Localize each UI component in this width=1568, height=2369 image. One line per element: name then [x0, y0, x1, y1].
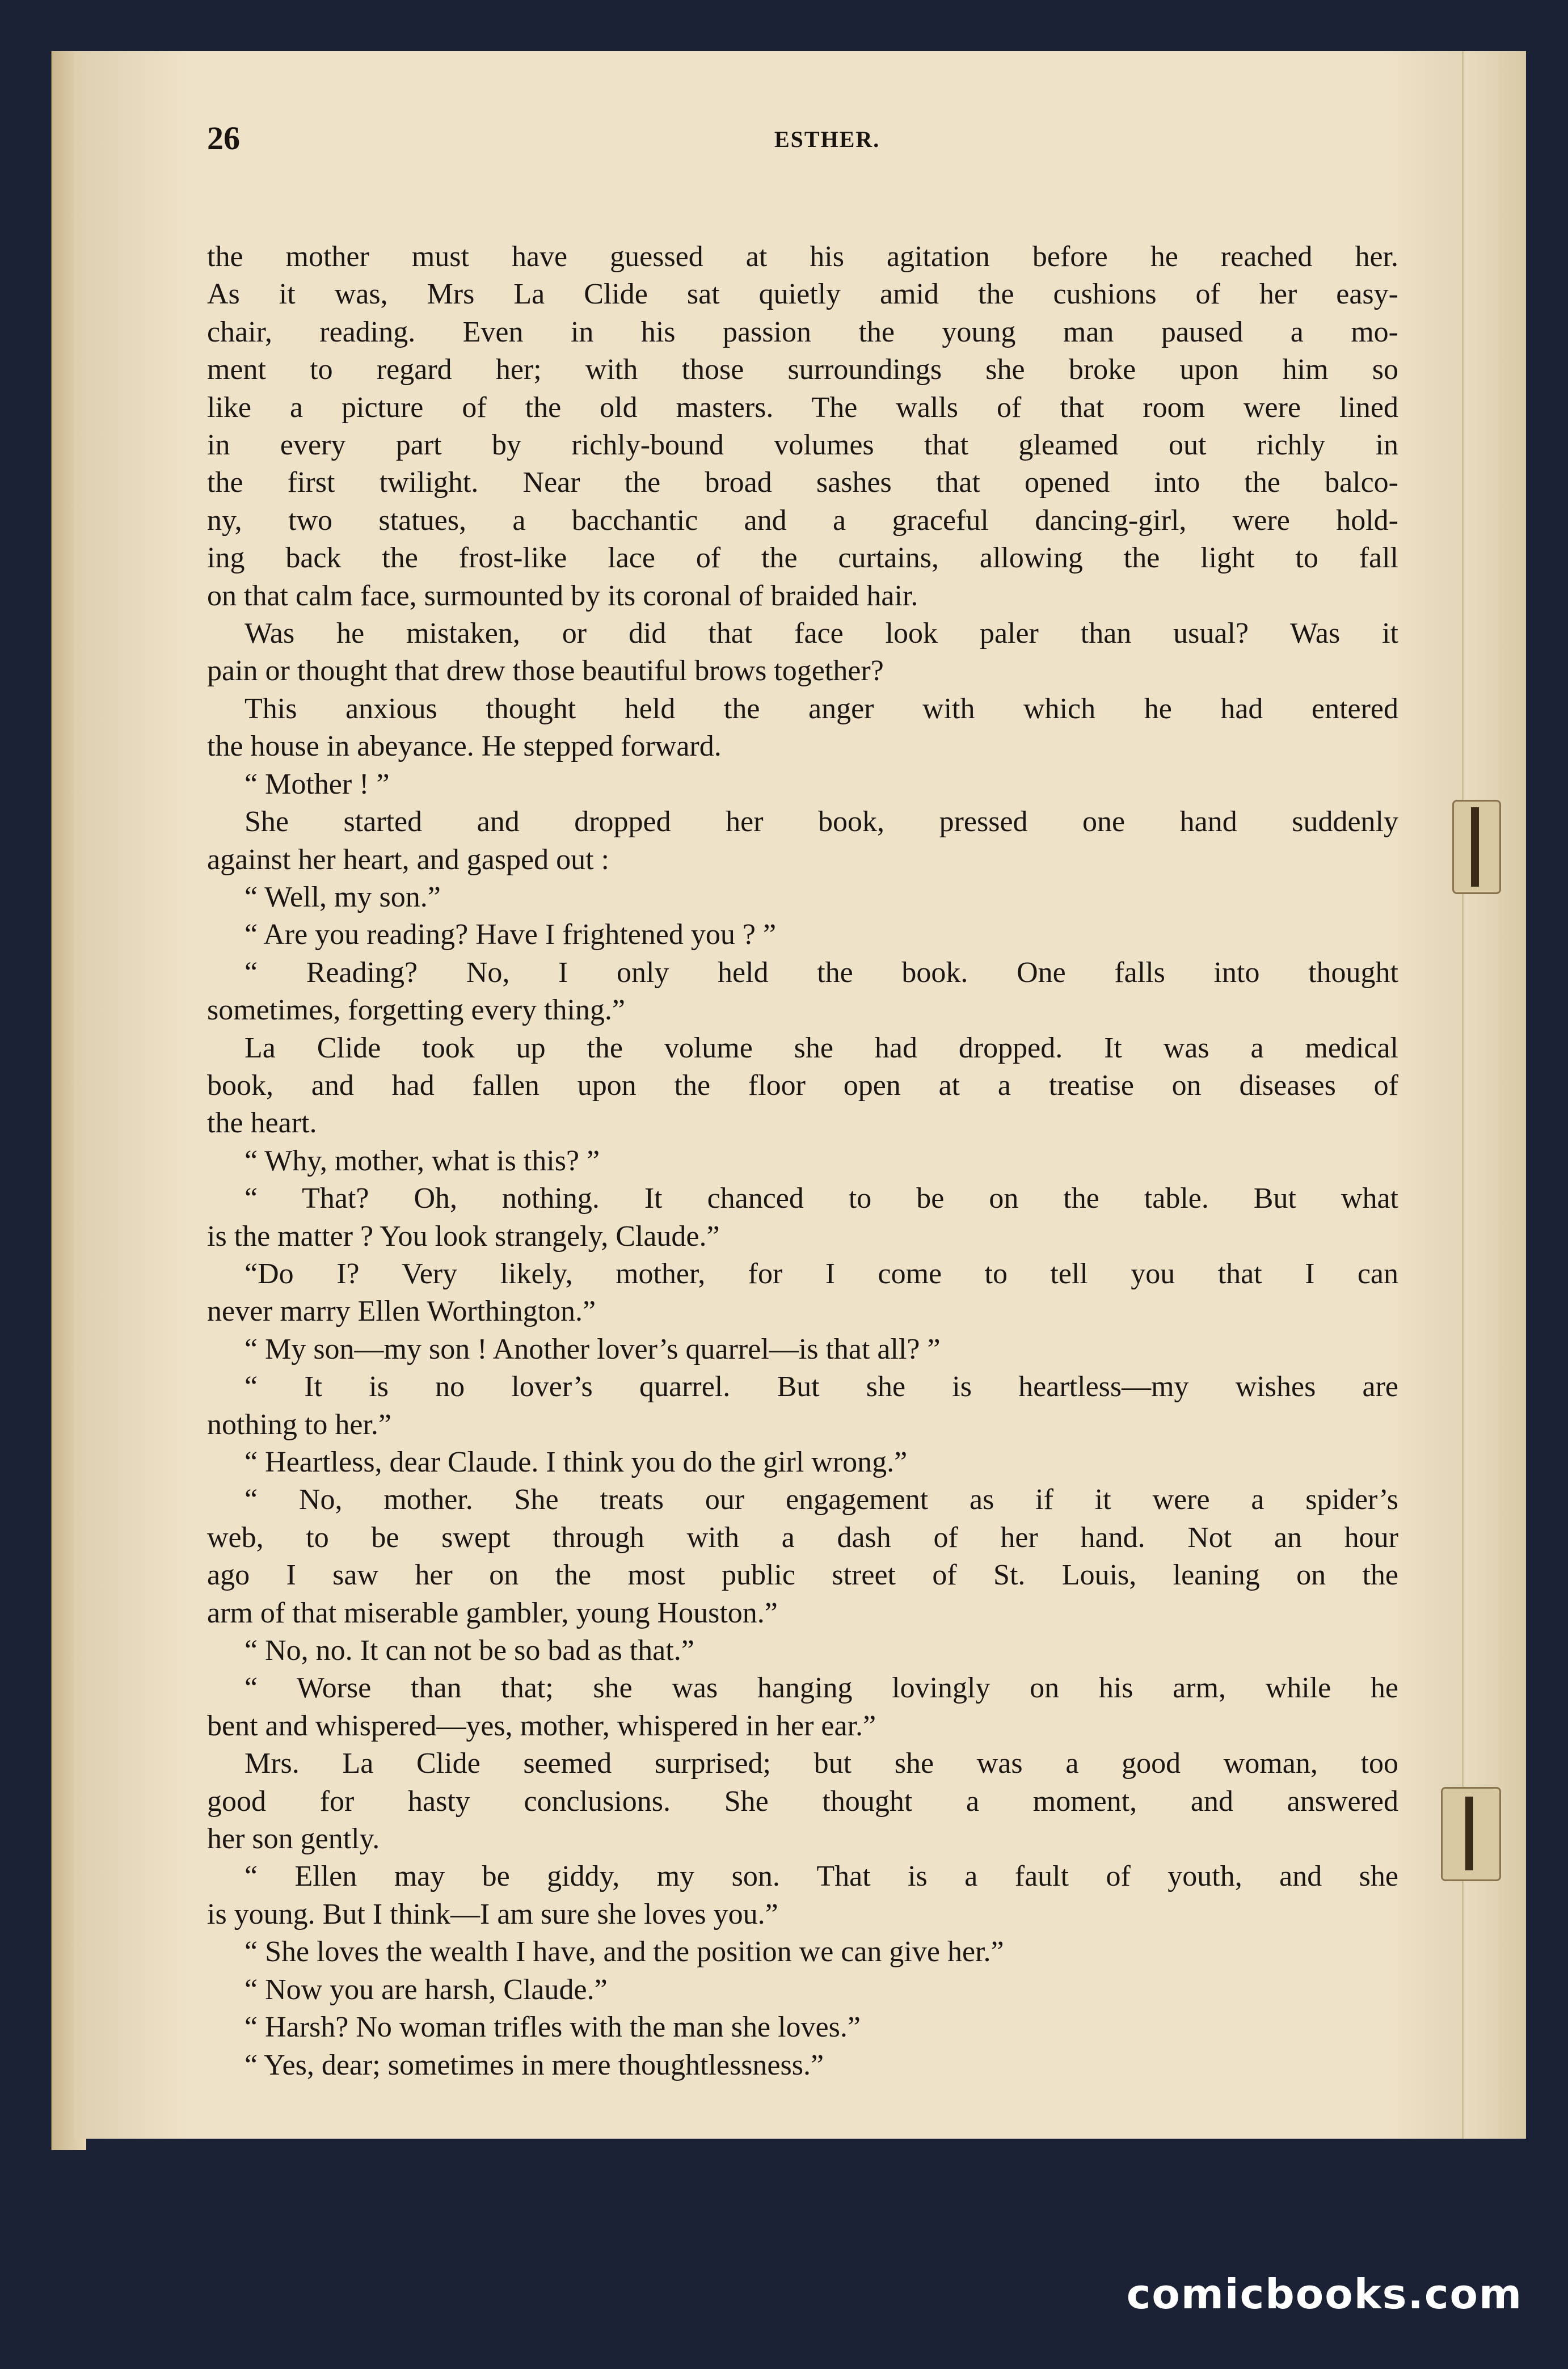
text-line: “ Why, mother, what is this? ” [245, 1144, 600, 1177]
text-line: “ Ellen may be giddy, my son. That is a fault of youth, and she [245, 1860, 1398, 1893]
text-line: “ She loves the wealth I have, and the position we can give her.” [245, 1936, 1004, 1968]
binding-tab-upper [1452, 800, 1501, 894]
text-line: “ Heartless, dear Claude. I think you do the girl wrong.” [245, 1446, 908, 1478]
text-line: “ It is no lover’s quarrel. But she is heartless—my wishes are [245, 1371, 1398, 1403]
text-line: sometimes, forgetting every thing.” [207, 994, 625, 1027]
text-line: the mother must have guessed at his agitation before he reached her. [207, 241, 1398, 273]
text-line: bent and whispered—yes, mother, whispered in her ear.” [207, 1709, 876, 1742]
text-line: chair, reading. Even in his passion the young man paused a mo- [207, 315, 1398, 348]
text-line: nothing to her.” [207, 1408, 391, 1441]
text-line: “ Worse than that; she was hanging lovingly on his arm, while he [245, 1672, 1398, 1705]
text-line: “ Reading? No, I only held the book. One falls into thought [245, 956, 1398, 989]
text-line: As it was, Mrs La Clide sat quietly amid the cushions of her easy- [207, 278, 1398, 311]
text-line: is the matter ? You look strangely, Claude.” [207, 1220, 720, 1253]
text-line: Mrs. La Clide seemed surprised; but she was a good woman, too [245, 1747, 1398, 1780]
text-line: the first twilight. Near the broad sashes that opened into the balco- [207, 466, 1398, 499]
watermark-logo: comicbooks.com [1126, 2270, 1523, 2318]
text-line: arm of that miserable gambler, young Houston.” [207, 1596, 778, 1629]
text-line: book, and had fallen upon the floor open at a treatise on diseases of [207, 1069, 1398, 1102]
text-line: her son gently. [207, 1823, 380, 1856]
text-line: She started and dropped her book, pressed one hand suddenly [245, 806, 1398, 838]
text-line: never marry Ellen Worthington.” [207, 1295, 596, 1328]
text-line: “ Now you are harsh, Claude.” [245, 1973, 608, 2006]
text-line: La Clide took up the volume she had dropped. It was a medical [245, 1031, 1398, 1064]
text-line: “ That? Oh, nothing. It chanced to be on the table. But what [245, 1182, 1398, 1215]
body-text [207, 238, 1398, 2084]
text-line: ny, two statues, a bacchantic and a graceful dancing-girl, were hold- [207, 504, 1398, 537]
text-line: ment to regard her; with those surroundings she broke upon him so [207, 353, 1398, 386]
text-line: “ Harsh? No woman trifles with the man she loves.” [245, 2011, 861, 2044]
text-line: the heart. [207, 1107, 317, 1140]
text-line: “ Yes, dear; sometimes in mere thoughtlessness.” [245, 2048, 824, 2081]
text-line: Was he mistaken, or did that face look paler than usual? Was it [245, 617, 1398, 650]
text-line: “ No, mother. She treats our engagement as if it were a spider’s [245, 1483, 1398, 1516]
text-line: ago I saw her on the most public street of St. Louis, leaning on the [207, 1559, 1398, 1592]
text-line: web, to be swept through with a dash of her hand. Not an hour [207, 1521, 1398, 1554]
text-line: like a picture of the old masters. The walls of that room were lined [207, 391, 1398, 424]
text-line: pain or thought that drew those beautiful brows together? [207, 655, 884, 688]
text-line: the house in abeyance. He stepped forward. [207, 730, 722, 763]
text-line: “ Well, my son.” [245, 880, 441, 913]
text-line: in every part by richly-bound volumes that gleamed out richly in [207, 429, 1398, 462]
text-line: This anxious thought held the anger with which he had entered [245, 692, 1398, 725]
text-line: on that calm face, surmounted by its coronal of braided hair. [207, 579, 918, 612]
text-line: ing back the frost-like lace of the curtains, allowing the light to fall [207, 542, 1398, 575]
binding-tab-lower [1441, 1787, 1501, 1881]
text-line: “ My son—my son ! Another lover’s quarrel—is that all? ” [245, 1333, 941, 1365]
text-line: good for hasty conclusions. She thought a moment, and answered [207, 1785, 1398, 1818]
text-line: “Do I? Very likely, mother, for I come to tell you that I can [245, 1257, 1398, 1290]
text-line: “ Are you reading? Have I frightened you ? ” [245, 918, 777, 951]
text-line: is young. But I think—I am sure she loves you.” [207, 1898, 778, 1930]
text-line: “ No, no. It can not be so bad as that.” [245, 1634, 694, 1667]
page-header [207, 102, 1398, 170]
page-number: 26 [207, 120, 240, 157]
text-line: against her heart, and gasped out : [207, 843, 609, 876]
text-line: “ Mother ! ” [245, 768, 390, 800]
running-title: ESTHER. [774, 127, 880, 152]
